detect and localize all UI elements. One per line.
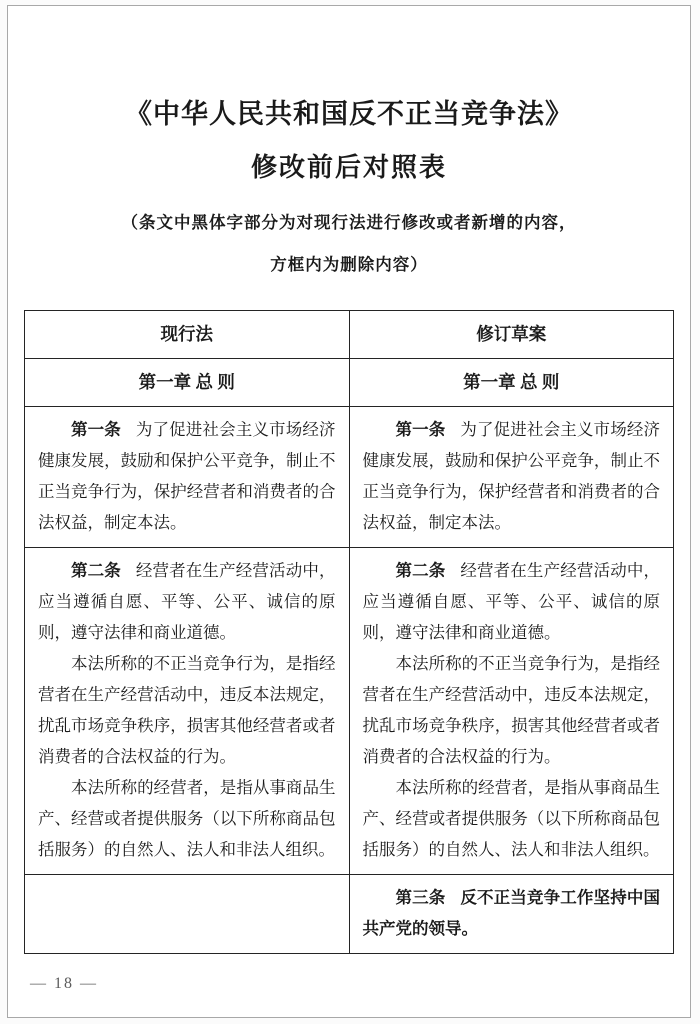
article-number-label: 第二条 (395, 561, 446, 580)
chapter-cell-current: 第一章 总 则 (25, 359, 350, 407)
article-number-label: 第三条 (395, 888, 446, 907)
article-number-label: 第一条 (395, 420, 446, 439)
article-text: 为了促进社会主义市场经济健康发展，鼓励和保护公平竞争，制止不正当竞争行为，保护经营者和消费者的合法权益，制定本法。 (38, 420, 336, 532)
article-number-label: 第一条 (71, 420, 121, 439)
article-2-draft-paragraph-3 (363, 772, 661, 865)
article-3-draft-paragraph (363, 882, 661, 944)
article-2-draft-cell (349, 548, 674, 875)
note-line-2: 方框内为删除内容） (270, 255, 428, 274)
article-2-draft-paragraph-1 (363, 555, 661, 648)
article-2-draft-paragraph-2 (363, 648, 661, 772)
chapter-row (25, 359, 674, 407)
article-3-row (25, 875, 674, 954)
article-text: 本法所称的不正当竞争行为，是指经营者在生产经营活动中，违反本法规定，扰乱市场竞争秩序，损害其他经营者或者消费者的合法权益的行为。 (38, 654, 336, 766)
article-1-current-cell (25, 407, 350, 548)
table-header-row (25, 311, 674, 359)
article-3-draft-cell (349, 875, 674, 954)
note-line-1: （条文中黑体字部分为对现行法进行修改或者新增的内容， (121, 213, 577, 232)
comparison-table (24, 310, 674, 954)
article-1-row (25, 407, 674, 548)
article-text: 经营者在生产经营活动中，应当遵循自愿、平等、公平、诚信的原则，遵守法律和商业道德。 (38, 561, 336, 642)
article-2-row (25, 548, 674, 875)
article-text: 为了促进社会主义市场经济健康发展，鼓励和保护公平竞争，制止不正当竞争行为，保护经营者和消费者的合法权益，制定本法。 (362, 420, 661, 532)
page-number: — 18 — (30, 975, 98, 992)
article-1-draft-cell (349, 407, 674, 548)
article-1-draft-paragraph (363, 414, 661, 538)
column-header-revised-draft: 修订草案 (349, 311, 674, 359)
article-2-current-paragraph-3 (38, 772, 336, 865)
article-text: 经营者在生产经营活动中，应当遵循自愿、平等、公平、诚信的原则，遵守法律和商业道德。 (362, 561, 661, 642)
article-1-current-paragraph (38, 414, 336, 538)
column-header-current-law: 现行法 (25, 311, 350, 359)
article-text: 本法所称的经营者，是指从事商品生产、经营或者提供服务（以下所称商品包括服务）的自然人、法人和非法人组织。 (362, 778, 660, 859)
article-text: 本法所称的不正当竞争行为，是指经营者在生产经营活动中，违反本法规定，扰乱市场竞争秩序，损害其他经营者或者消费者的合法权益的行为。 (362, 654, 660, 766)
article-2-current-paragraph-1 (38, 555, 336, 648)
article-3-current-cell-empty (25, 875, 350, 954)
article-2-current-paragraph-2 (38, 648, 336, 772)
document-page (7, 5, 691, 1018)
article-text: 反不正当竞争工作坚持中国共产党的领导。 (362, 888, 661, 938)
document-title: 《中华人民共和国反不正当竞争法》 (125, 99, 573, 129)
article-text: 本法所称的经营者，是指从事商品生产、经营或者提供服务（以下所称商品包括服务）的自然人、法人和非法人组织。 (38, 778, 336, 859)
chapter-cell-draft: 第一章 总 则 (349, 359, 674, 407)
article-2-current-cell (25, 548, 350, 875)
document-subtitle: 修改前后对照表 (250, 153, 447, 182)
article-number-label: 第二条 (71, 561, 121, 580)
